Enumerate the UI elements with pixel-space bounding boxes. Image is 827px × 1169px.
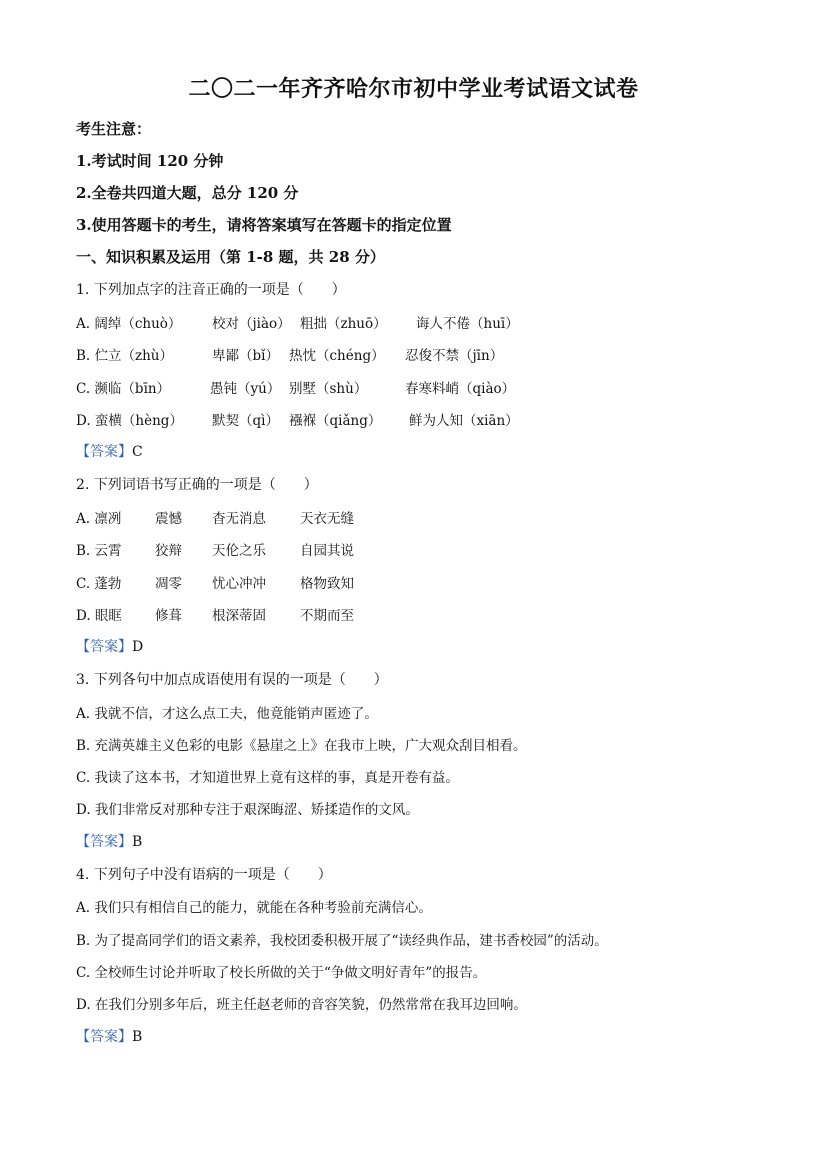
question-2-stem: 2. 下列词语书写正确的一项是（ ） <box>76 477 318 493</box>
answer-2 <box>76 636 143 656</box>
answer-value: D <box>132 639 144 655</box>
q1-option-d-word2: 默契（qì） <box>212 413 279 429</box>
q1-option-d-word3: 襁褓（qiǎng） <box>289 413 382 429</box>
q2-option-a-word1: A. 凛冽 <box>76 511 122 527</box>
q4-option-c: C. 全校师生讨论并听取了校长所做的关于“争做文明好青年”的报告。 <box>76 965 487 981</box>
answer-value: B <box>132 834 143 850</box>
q1-option-d-word1: D. 蛮横（hèng） <box>76 413 183 429</box>
q2-option-b-word2: 狡辩 <box>155 543 182 559</box>
note-item-3: 3.使用答题卡的考生，请将答案填写在答题卡的指定位置 <box>76 216 452 234</box>
q2-option-d-word4: 不期而至 <box>300 608 354 624</box>
q3-option-b: B. 充满英雄主义色彩的电影《悬崖之上》在我市上映，广大观众刮目相看。 <box>76 738 527 754</box>
answer-3 <box>76 831 142 851</box>
question-1-stem: 1. 下列加点字的注音正确的一项是（ ） <box>76 282 346 298</box>
answer-tag: 【答案】 <box>76 1029 132 1045</box>
q1-option-a-word4: 诲人不倦（huī） <box>416 316 519 332</box>
q2-option-c-word1: C. 蓬勃 <box>76 576 122 592</box>
q1-option-c-word2: 愚钝（yú） <box>210 381 281 397</box>
note-item-1: 1.考试时间 120 分钟 <box>76 152 224 170</box>
section-heading: 一、知识积累及运用（第 1-8 题，共 28 分） <box>76 248 385 266</box>
q1-option-b-word4: 忍俊不禁（jīn） <box>405 348 504 364</box>
q2-option-c-word2: 凋零 <box>155 576 182 592</box>
question-3-stem: 3. 下列各句中加点成语使用有误的一项是（ ） <box>76 672 388 688</box>
answer-tag: 【答案】 <box>76 444 132 460</box>
question-4-stem: 4. 下列句子中没有语病的一项是（ ） <box>76 867 332 883</box>
q3-option-c: C. 我读了这本书，才知道世界上竟有这样的事，真是开卷有益。 <box>76 770 459 786</box>
q1-option-b-word2: 卑鄙（bǐ） <box>212 348 279 364</box>
q2-option-d-word2: 修葺 <box>155 608 182 624</box>
q1-option-c-word3: 别墅（shù） <box>289 381 368 397</box>
answer-tag: 【答案】 <box>76 639 132 655</box>
answer-4 <box>76 1026 142 1046</box>
note-item-2: 2.全卷共四道大题，总分 120 分 <box>76 184 299 202</box>
q4-option-b: B. 为了提高同学们的语文素养，我校团委积极开展了“读经典作品，建书香校园”的活动。 <box>76 933 608 949</box>
q4-option-d: D. 在我们分别多年后，班主任赵老师的音容笑貌，仍然常常在我耳边回响。 <box>76 997 527 1013</box>
q2-option-c-word4: 格物致知 <box>300 576 354 592</box>
q1-option-b-word3: 热忱（chéng） <box>289 348 385 364</box>
q1-option-d-word4: 鲜为人知（xiān） <box>409 413 519 429</box>
notes-heading: 考生注意： <box>76 120 152 138</box>
page-title: 二〇二一年齐齐哈尔市初中学业考试语文试卷 <box>188 76 639 102</box>
q4-option-a: A. 我们只有相信自己的能力，就能在各种考验前充满信心。 <box>76 900 432 916</box>
q1-option-c-word1: C. 濒临（bīn） <box>76 381 171 397</box>
q2-option-a-word2: 震憾 <box>155 511 182 527</box>
q2-option-b-word4: 自园其说 <box>300 543 354 559</box>
q1-option-a-word2: 校对（jiào） <box>212 316 291 332</box>
q1-option-a-word3: 粗拙（zhuō） <box>300 316 387 332</box>
q1-option-c-word4: 春寒料峭（qiào） <box>405 381 516 397</box>
q2-option-b-word3: 天伦之乐 <box>212 543 266 559</box>
q2-option-c-word3: 忧心冲冲 <box>212 576 266 592</box>
q2-option-a-word3: 杳无消息 <box>212 511 266 527</box>
answer-tag: 【答案】 <box>76 834 132 850</box>
q1-option-a-word1: A. 阔绰（chuò） <box>76 316 182 332</box>
answer-1 <box>76 441 143 461</box>
q2-option-b-word1: B. 云霄 <box>76 543 122 559</box>
answer-value: C <box>132 444 143 460</box>
q2-option-d-word3: 根深蒂固 <box>212 608 266 624</box>
q2-option-a-word4: 天衣无缝 <box>300 511 354 527</box>
q3-option-d: D. 我们非常反对那种专注于艰深晦涩、矫揉造作的文风。 <box>76 802 419 818</box>
q1-option-b-word1: B. 伫立（zhù） <box>76 348 174 364</box>
answer-value: B <box>132 1029 143 1045</box>
q3-option-a: A. 我就不信，才这么点工夫，他竟能销声匿迹了。 <box>76 706 378 722</box>
q2-option-d-word1: D. 眼眶 <box>76 608 122 624</box>
